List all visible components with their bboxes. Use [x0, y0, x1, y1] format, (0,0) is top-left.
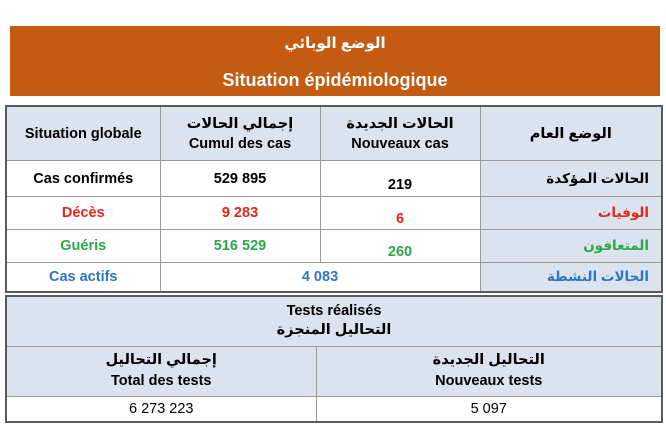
title-banner [10, 26, 660, 96]
header-cumul-fr: Cumul des cas [188, 135, 292, 152]
deaths-new: 6 [320, 197, 480, 230]
header-new [320, 106, 480, 161]
tests-new-value: 5 097 [316, 396, 662, 422]
title-french: Situation épidémiologique [222, 70, 448, 90]
recovered-new: 260 [320, 230, 480, 263]
situation-header-row [6, 106, 662, 161]
tests-title-ar: التحاليل المنجزة [276, 322, 392, 339]
header-general-ar: الوضع العام [480, 106, 662, 161]
tests-table [5, 295, 663, 423]
deaths-cumul: 9 283 [160, 197, 320, 230]
tests-header-row [6, 346, 662, 396]
tests-value-row [6, 396, 662, 422]
header-new-ar: الحالات الجديدة [346, 115, 454, 132]
confirmed-cumul: 529 895 [160, 161, 320, 197]
confirmed-label: Cas confirmés [6, 161, 160, 197]
header-cumul-ar: إجمالي الحالات [186, 115, 294, 132]
tests-total-fr: Total des tests [111, 373, 212, 389]
row-recovered [6, 230, 662, 263]
tests-total-value: 6 273 223 [6, 396, 316, 422]
row-deaths [6, 197, 662, 230]
deaths-label: Décès [6, 197, 160, 230]
confirmed-new: 219 [320, 161, 480, 197]
tests-title-row [6, 296, 662, 346]
recovered-label: Guéris [6, 230, 160, 263]
header-situation-globale: Situation globale [6, 106, 160, 161]
tests-total-header [6, 346, 316, 396]
recovered-cumul: 516 529 [160, 230, 320, 263]
tests-title [6, 296, 662, 346]
active-value: 4 083 [160, 263, 480, 292]
title-arabic: الوضع الوبائي [284, 35, 386, 52]
recovered-label-ar: المتعافون [480, 230, 662, 263]
header-cumul [160, 106, 320, 161]
tests-title-fr: Tests réalisés [286, 303, 382, 320]
confirmed-label-ar: الحالات المؤكدة [480, 161, 662, 197]
tests-new-header [316, 346, 662, 396]
row-active [6, 263, 662, 292]
deaths-label-ar: الوفيات [480, 197, 662, 230]
row-confirmed [6, 161, 662, 197]
active-label-ar: الحالات النشطة [480, 263, 662, 292]
situation-table [5, 105, 663, 293]
tests-new-fr: Nouveaux tests [435, 373, 543, 389]
active-label: Cas actifs [6, 263, 160, 292]
header-new-fr: Nouveaux cas [351, 135, 449, 152]
tests-total-ar: إجمالي التحاليل [105, 352, 217, 368]
tests-new-ar: التحاليل الجديدة [432, 352, 545, 368]
